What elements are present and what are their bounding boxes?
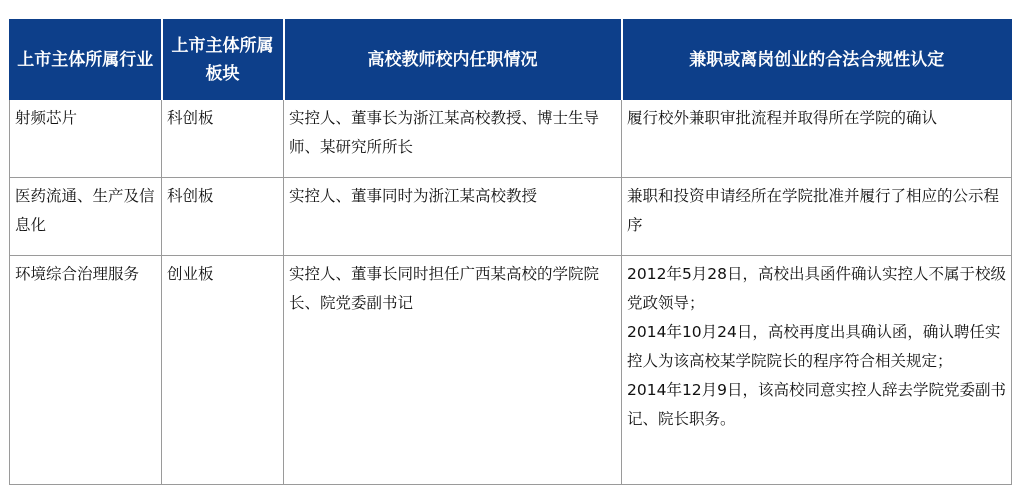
cell-board: 科创板 [162,100,284,178]
header-position: 高校教师校内任职情况 [284,20,622,100]
table-header-row [10,20,1012,100]
cell-compliance [622,100,1012,178]
table-row [10,100,1012,178]
table-row [10,178,1012,256]
compliance-line: 2014年12月9日，该高校同意实控人辞去学院党委副书记、院长职务。 [627,381,1007,428]
compliance-line: 兼职和投资申请经所在学院批准并履行了相应的公示程序 [627,187,1000,234]
compliance-line: 履行校外兼职审批流程并取得所在学院的确认 [627,109,938,127]
cell-board: 科创板 [162,178,284,256]
header-industry: 上市主体所属行业 [10,20,162,100]
table-row [10,256,1012,485]
cell-compliance [622,256,1012,485]
header-board: 上市主体所属板块 [162,20,284,100]
header-compliance: 兼职或离岗创业的合法合规性认定 [622,20,1012,100]
cell-industry: 环境综合治理服务 [10,256,162,485]
cell-position: 实控人、董事同时为浙江某高校教授 [284,178,622,256]
cell-board: 创业板 [162,256,284,485]
cell-position: 实控人、董事长为浙江某高校教授、博士生导师、某研究所所长 [284,100,622,178]
cell-compliance [622,178,1012,256]
compliance-line: 2012年5月28日，高校出具函件确认实控人不属于校级党政领导； [627,265,1007,312]
cell-industry: 射频芯片 [10,100,162,178]
compliance-line: 2014年10月24日，高校再度出具确认函，确认聘任实控人为该高校某学院院长的程序符合相关规定； [627,323,1001,370]
cell-position: 实控人、董事长同时担任广西某高校的学院院长、院党委副书记 [284,256,622,485]
table-container [9,19,1012,485]
cell-industry: 医药流通、生产及信息化 [10,178,162,256]
compliance-table [9,19,1012,485]
